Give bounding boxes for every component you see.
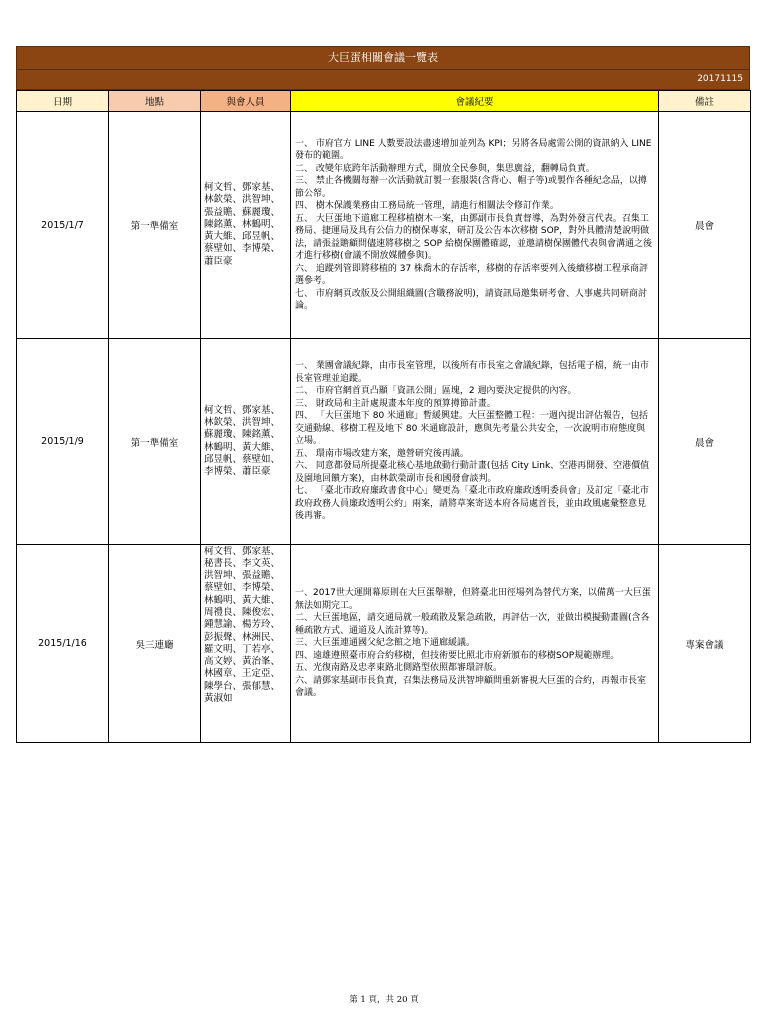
row-notes — [291, 112, 659, 339]
attendees-clip: 柯文哲、鄧家基、秘書長、李文英、洪智坤、張益贍、蔡壁如、李博榮、林鶴明、黃大維、周禮良、陳俊宏、鍾慧諭、楊芳玲、彭振聲、林洲民、羅文明、丁若亭、高文婷、黃治峯、林國章、王定亞、陳學台、張郁慧、黃淑如 — [204, 545, 281, 705]
note-item: 五、 環南市場改建方案，邀營研究後再議。 — [295, 448, 469, 459]
row-remarks: 晨會 — [659, 112, 751, 339]
row-date: 2015/1/16 — [17, 545, 109, 743]
note-item: 三、 財政局和主計處規畫本年度的預算撙節計畫。 — [295, 398, 496, 409]
row-attendees — [201, 545, 291, 743]
header-attendees: 與會人員 — [201, 91, 291, 112]
row-notes — [291, 339, 659, 545]
row-attendees: 柯文哲、鄧家基、林欽榮、洪智坤、蘇麗瓊、陳銘薰、林鶴明、黃大維、邱昱帆、蔡壁如、李博榮、蕭臣豪 — [201, 339, 291, 545]
row-attendees: 柯文哲、鄧家基、林欽榮、洪智坤、張益贍、蘇麗瓊、陳銘薰、林鶴明、黃大維、邱昱帆、蔡壁如、李博榮、蕭臣豪 — [201, 112, 291, 339]
date-stamp: 20171115 — [16, 70, 750, 90]
table-row — [17, 545, 751, 743]
row-location: 吳三連廳 — [109, 545, 201, 743]
header-remarks: 備註 — [659, 91, 751, 112]
row-remarks: 專案會議 — [659, 545, 751, 743]
sheet — [16, 46, 750, 743]
row-remarks: 晨會 — [659, 339, 751, 545]
note-item: 一、 業團會議紀錄，由市長室管理，以後所有市長室之會議紀錄，包括電子檔，統一由市長室管理並追蹤。 — [295, 361, 649, 384]
row-date: 2015/1/9 — [17, 339, 109, 545]
table-row — [17, 112, 751, 339]
meeting-table — [16, 90, 751, 743]
note-item: 二、 市府官網首頁凸顯「資訊公開」區塊，2 週內要決定提供的內容。 — [295, 386, 577, 397]
header-location: 地點 — [109, 91, 201, 112]
row-location: 第一準備室 — [109, 112, 201, 339]
table-row — [17, 339, 751, 545]
header-notes: 會議紀要 — [291, 91, 659, 112]
header-date: 日期 — [17, 91, 109, 112]
note-item: 三、 禁止各機關每辦一次活動就訂製一套服裝(含背心、帽子等)或製作各種紀念品，以撙節公帑。 — [295, 176, 647, 199]
row-notes — [291, 545, 659, 743]
note-item: 二、 改變年底跨年活動辦理方式，開放全民參與，集思廣益，翻轉局負責。 — [295, 163, 595, 174]
note-item: 七、 市府網頁改版及公開組織圖(含職務說明)，請資訊局邀集研考會、人事處共同研商討論。 — [295, 288, 647, 311]
note-item: 四、 「大巨蛋地下 80 米通廊」暫緩興建。大巨蛋整體工程：一週內提出評估報告，包括交通動線、移樹工程及地下 80 米通廊設計，應與先考量公共安全，一次說明市府態度與立場。 — [295, 411, 649, 447]
page-footer: 第 1 頁，共 20 頁 — [349, 995, 419, 1005]
note-item: 七、 「臺北市政府廉政書食中心」變更為「臺北市政府廉政透明委員會」及訂定「臺北市政府政務人員廉政透明公約」兩案，請將草案寄送本府各局處首長，並由政風處彙整意見後再審。 — [295, 486, 649, 522]
note-item: 一、 市府官方 LINE 人數要設法盡速增加並列為 KPI；另將各局處需公開的資訊納入 LINE 發布的範圍。 — [295, 138, 652, 161]
note-item: 六、 同意都發局所提臺北核心基地啟動行動計畫(包括 City Link、空港再開發、空港價值及園地回饋方案)，由林欽榮副市長和國發會談判。 — [295, 461, 650, 484]
row-date: 2015/1/7 — [17, 112, 109, 339]
note-item: 五、 大巨蛋地下道廊工程移植樹木一案，由鄧副市長負責督導，為對外發言代表。召集工務局、捷運局及具有公信力的樹保專家，研訂及公告本次移樹 SOP，對外具體清楚說明做法，請張益贍顧問儘速將移樹之 SOP 給樹保團體確認，並邀請樹保團體代表與會溝通之後才進行移樹(會議不開放媒體參與)。 — [295, 213, 652, 261]
note-item: 六、 追蹤列管即將移植的 37 株喬木的存活率，移樹的存活率要列入後續移樹工程承商評選參考。 — [295, 263, 649, 286]
header-row — [17, 91, 751, 112]
note-item: 六、請鄧家基副市長負責，召集法務局及洪智坤顧問重新審視大巨蛋的合約，再報市長室會議。 — [295, 675, 647, 699]
note-item: 四、遠雄遵照臺市府合約移樹，但技術要比照北市府新頒布的移樹SOP規範辦理。 — [295, 650, 620, 661]
sheet-title: 大巨蛋相關會議一覽表 — [16, 46, 750, 70]
note-item: 三、大巨蛋連通國父紀念館之地下通廊緩議。 — [295, 638, 476, 649]
note-item: 五、光復南路及忠孝東路北側路型依照都審環評版。 — [295, 663, 503, 674]
note-item: 二、大巨蛋地區，請交通局就一般疏散及緊急疏散，再評估一次，並做出模擬動畫圖(含各種疏散方式、通道及人流計算等)。 — [295, 613, 650, 636]
row-location: 第一準備室 — [109, 339, 201, 545]
note-item: 一、2017世大運開幕原則在大巨蛋舉辦，但將臺北田徑場列為替代方案，以備萬一大巨蛋無法如期完工。 — [295, 588, 651, 611]
note-item: 四、 樹木保護業務由工務局統一管理，請進行相關法令修訂作業。 — [295, 201, 559, 211]
